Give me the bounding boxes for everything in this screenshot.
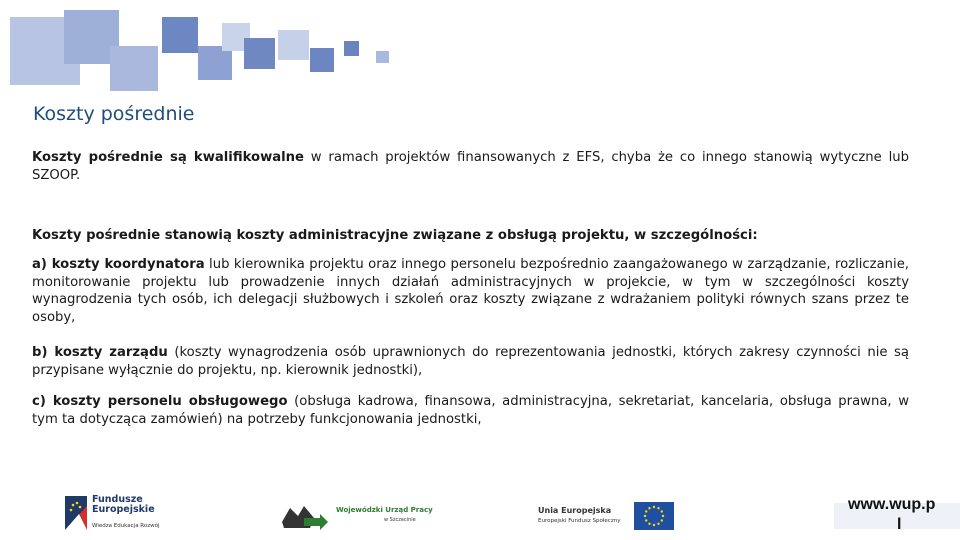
list-item-text: lub kierownika projektu oraz innego personelu bezpośrednio zaangażowanego w zarządzanie, rozliczanie, monitorowanie projektu lub prowadzenie innych działań administracyjnych w projekcie, w tym w szczególności koszty wynagrodzenia tych osób, ich delegacji służbowych i szkoleń oraz koszty związane z wdrażaniem polityki równych szans przez te osoby, <box>32 257 909 325</box>
eu-subtitle: Europejski Fundusz Społeczny <box>538 518 621 524</box>
eu-logo <box>538 502 678 532</box>
wup-logo <box>280 500 440 534</box>
fe-flag-icon <box>65 496 87 530</box>
website-url-overflow: l <box>897 516 902 533</box>
website-url[interactable]: www.wup.p <box>848 496 936 513</box>
slide-title: Koszty pośrednie <box>33 103 195 125</box>
list-item-a <box>32 256 909 326</box>
decor-square <box>110 46 158 91</box>
decor-square <box>278 30 309 60</box>
list-item-text: (koszty wynagrodzenia osób uprawnionych do reprezentowania jednostki, których zakresy czynności nie są przypisane wyłącznie do projektu, np. kierownik jednostki), <box>32 345 909 378</box>
paragraph-definition <box>32 227 909 245</box>
paragraph-text: w ramach projektów finansowanych z EFS, chyba że co innego stanowią wytyczne lub SZOOP. <box>32 150 909 183</box>
paragraph-lead: Koszty pośrednie są kwalifikowalne <box>32 150 304 165</box>
decor-square <box>344 41 359 56</box>
decor-square <box>244 38 275 69</box>
list-item-b <box>32 344 909 379</box>
list-item-lead: b) koszty zarządu <box>32 345 168 360</box>
fundusze-europejskie-logo <box>65 494 185 534</box>
list-item-lead: a) koszty koordynatora <box>32 257 205 272</box>
decor-square <box>376 51 389 63</box>
decor-square <box>198 46 232 80</box>
list-item-c <box>32 393 909 428</box>
fe-line1: Fundusze <box>92 494 143 505</box>
wup-name: Wojewódzki Urząd Pracy <box>336 506 433 514</box>
fe-line2: Europejskie <box>92 504 155 515</box>
decor-square <box>162 17 198 53</box>
fe-name <box>92 495 155 515</box>
paragraph-lead: Koszty pośrednie stanowią koszty administracyjne związane z obsługą projektu, w szczególności: <box>32 228 758 243</box>
eu-flag-icon <box>634 502 674 530</box>
wup-mark-icon <box>280 500 330 530</box>
paragraph-eligibility <box>32 149 909 184</box>
fe-subtitle: Wiedza Edukacja Rozwój <box>92 523 160 529</box>
wup-subtitle: w Szczecinie <box>384 517 416 523</box>
list-item-text: (obsługa kadrowa, finansowa, administracyjna, sekretariat, kancelaria, obsługa prawna, w tym ta dotycząca zamówień) na potrzeby funkcjonowania jednostki, <box>32 394 909 427</box>
list-item-lead: c) koszty personelu obsługowego <box>32 394 288 409</box>
decor-square <box>310 48 334 72</box>
eu-name: Unia Europejska <box>538 506 612 515</box>
